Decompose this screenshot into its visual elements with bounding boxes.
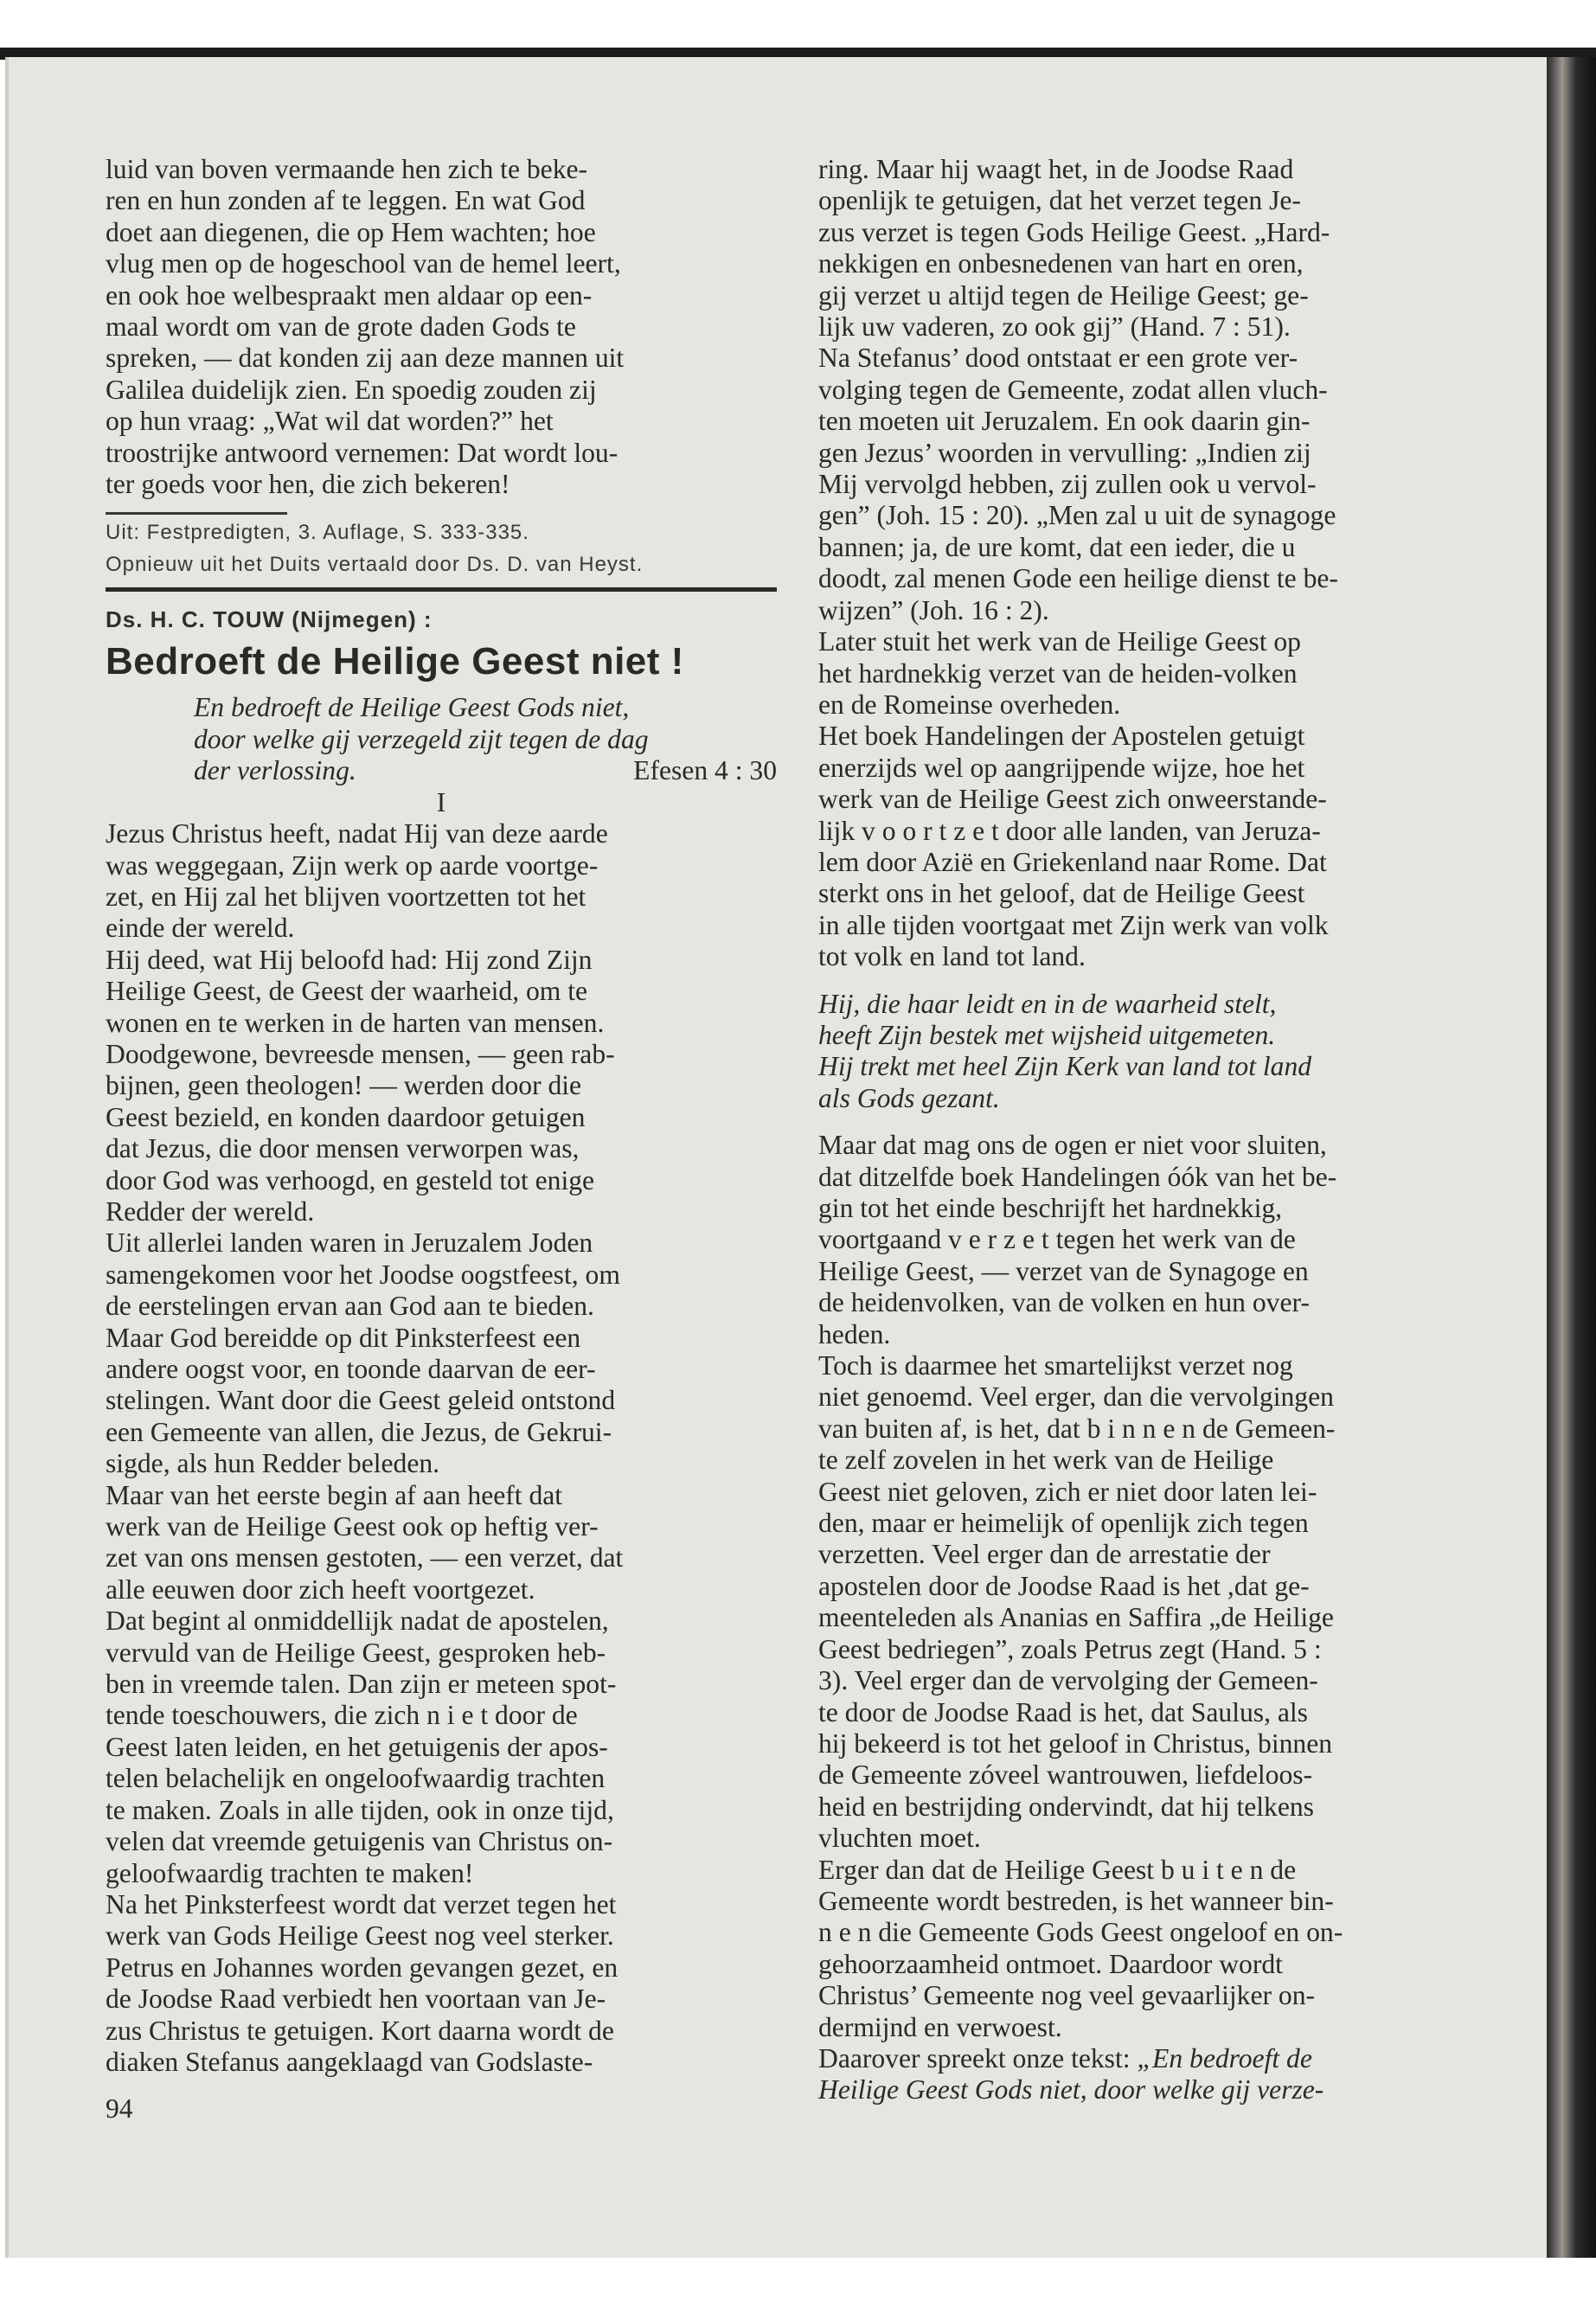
book-spine: [1547, 57, 1596, 2258]
text-line: gehoorzaamheid ontmoet. Daardoor wordt: [818, 1948, 1283, 1979]
text-line: nekkigen en onbesnedenen van hart en oren,: [818, 248, 1304, 279]
text-line: door God was verhoogd, en gesteld tot enige: [106, 1164, 595, 1195]
text-line: en ook hoe welbespraakt men aldaar op een-: [106, 279, 593, 311]
text-line: volging tegen de Gemeente, zodat allen vluch-: [818, 374, 1328, 405]
text-line: maal wordt om van de grote daden Gods te: [106, 311, 576, 343]
text-line: bijnen, geen theologen! — werden door die: [106, 1070, 582, 1101]
text-line: den, maar er heimelijk of openlijk zich tegen: [818, 1508, 1309, 1539]
intro-paragraph: [106, 154, 777, 500]
text-line: telen belachelijk en ongeloofwaardig trachten: [106, 1763, 606, 1794]
text-line: lem door Azië en Griekenland naar Rome. Dat: [818, 846, 1327, 877]
text-line: ring. Maar hij waagt het, in de Joodse Raad: [818, 154, 1294, 184]
text-line: Het boek Handelingen der Apostelen getuigt: [818, 721, 1305, 752]
text-line: gen” (Joh. 15 : 20). „Men zal u uit de synagoge: [818, 500, 1336, 531]
text-line: gin tot het einde beschrijft het hardnekkig,: [818, 1193, 1283, 1223]
text-line: doodt, zal menen Gode een heilige dienst te be-: [818, 563, 1338, 594]
left-column: [106, 154, 777, 2125]
text-line: Uit: Festpredigten, 3. Auflage, S. 333-335.: [106, 521, 529, 545]
text-line: vervuld van de Heilige Geest, gesproken heb-: [106, 1637, 606, 1668]
text-line: op hun vraag: „Wat wil dat worden?” het: [106, 406, 554, 437]
text-line: 3). Veel erger dan de vervolging der Gemeen-: [818, 1665, 1318, 1696]
motto-verse: [194, 692, 777, 786]
motto-reference: Efesen 4 : 30: [633, 755, 777, 786]
closing-quote: „En bedroeft de: [1137, 2042, 1312, 2073]
text-line: luid van boven vermaande hen zich te beke-: [106, 154, 588, 184]
text-line: de Joodse Raad verbiedt hen voortaan van Je-: [106, 1984, 606, 2015]
motto-line: [194, 755, 777, 786]
text-line: andere oogst voor, en toonde daarvan de eer-: [106, 1354, 596, 1384]
text-line: heden.: [818, 1318, 891, 1349]
text-line: Gemeente wordt bestreden, is het wanneer bin-: [818, 1885, 1334, 1916]
text-line: als Gods gezant.: [818, 1082, 1000, 1113]
text-line: niet genoemd. Veel erger, dan die vervolgingen: [818, 1381, 1334, 1413]
text-line: Toch is daarmee het smartelijkst verzet nog: [818, 1350, 1293, 1381]
text-line: dat Jezus, die door mensen verworpen was,: [106, 1133, 580, 1164]
text-line: zus Christus te getuigen. Kort daarna wordt de: [106, 2015, 614, 2046]
text-line: een Gemeente van allen, die Jezus, de Gekrui-: [106, 1416, 612, 1447]
text-line: Redder der wereld.: [106, 1195, 315, 1227]
body-text: [818, 154, 1490, 973]
text-line: van buiten af, is het, dat b i n n e n de Gemeen-: [818, 1413, 1336, 1444]
text-line: sigde, als hun Redder beleden.: [106, 1448, 440, 1479]
text-line: te maken. Zoals in alle tijden, ook in onze tijd,: [106, 1794, 614, 1825]
text-line: Uit allerlei landen waren in Jeruzalem Joden: [106, 1227, 593, 1259]
text-line: doet aan diegenen, die op Hem wachten; hoe: [106, 216, 596, 247]
text-line: Galilea duidelijk zien. En spoedig zouden zij: [106, 374, 597, 405]
right-column: [818, 154, 1490, 2106]
text-line: einde der wereld.: [106, 913, 295, 944]
text-line: dermijnd en verwoest.: [818, 2011, 1062, 2042]
text-line: zet van ons mensen gestoten, — een verzet, dat: [106, 1542, 624, 1574]
text-line: was weggegaan, Zijn werk op aarde voortge-: [106, 849, 599, 881]
text-line: Erger dan dat de Heilige Geest b u i t e n de: [818, 1854, 1297, 1885]
text-line: [818, 2043, 1490, 2074]
text-line: werk van Gods Heilige Geest nog veel sterker.: [106, 1920, 614, 1952]
source-divider: [106, 512, 287, 515]
body-text: [818, 1130, 1490, 2043]
text-line: vluchten moet.: [818, 1823, 981, 1854]
text-line: bannen; ja, de ure komt, dat een ieder, die u: [818, 531, 1296, 562]
text-line: geloofwaardig trachten te maken!: [106, 1857, 474, 1888]
text-line: de Gemeente zóveel wantrouwen, liefdeloos-: [818, 1759, 1313, 1791]
motto-line-text: der verlossing.: [194, 755, 356, 786]
text-line: ben in vreemde talen. Dan zijn er meteen spot-: [106, 1669, 617, 1700]
text-line: gen Jezus’ woorden in vervulling: „Indien zij: [818, 437, 1311, 468]
text-line: Na Stefanus’ dood ontstaat er een grote ver-: [818, 343, 1298, 374]
text-line: meenteleden als Ananias en Saffira „de Heilige: [818, 1602, 1334, 1633]
text-line: hij bekeerd is tot het geloof in Christus, binnen: [818, 1727, 1333, 1759]
text-line: samengekomen voor het Joodse oogstfeest, om: [106, 1259, 620, 1290]
text-line: gij verzet u altijd tegen de Heilige Geest; ge-: [818, 279, 1309, 311]
text-line: Hij deed, wat Hij beloofd had: Hij zond Zijn: [106, 944, 593, 975]
text-line: Heilige Geest, de Geest der waarheid, om te: [106, 976, 588, 1007]
body-text: [106, 818, 777, 2078]
text-line: vlug men op de hogeschool van de hemel leert,: [106, 248, 621, 279]
scan-margin-top: [0, 0, 1596, 54]
text-line: n e n die Gemeente Gods Geest ongeloof en on-: [818, 1917, 1343, 1948]
text-line: Geest bedriegen”, zoals Petrus zegt (Hand. 5 :: [818, 1633, 1322, 1664]
source-note: [106, 516, 777, 580]
text-line: zet, en Hij zal het blijven voortzetten tot het: [106, 881, 586, 912]
text-line: de eerstelingen ervan aan God aan te bieden.: [106, 1291, 594, 1322]
text-line: wijzen” (Joh. 16 : 2).: [818, 594, 1049, 625]
text-line: werk van de Heilige Geest ook op heftig ver-: [106, 1511, 599, 1542]
text-line: apostelen door de Joodse Raad is het ,dat ge-: [818, 1570, 1310, 1601]
text-line: heid en bestrijding ondervindt, dat hij telkens: [818, 1791, 1314, 1822]
text-line: en de Romeinse overheden.: [818, 689, 1121, 720]
text-line: Heilige Geest Gods niet, door welke gij verze-: [818, 2074, 1324, 2106]
text-line: alle eeuwen door zich heeft voortgezet.: [106, 1574, 535, 1605]
text-line: Hij trekt met heel Zijn Kerk van land tot land: [818, 1051, 1312, 1082]
text-line: Dat begint al onmiddellijk nadat de apostelen,: [106, 1606, 609, 1637]
article-title: Bedroeft de Heilige Geest niet !: [106, 640, 684, 683]
text-line: Geest laten leiden, en het getuigenis der apos-: [106, 1731, 608, 1762]
text-line: diaken Stefanus aangeklaagd van Godslaste-: [106, 2046, 593, 2077]
text-line: te door de Joodse Raad is het, dat Saulus, als: [818, 1696, 1308, 1727]
text-line: Geest niet geloven, zich er niet door laten lei-: [818, 1476, 1317, 1507]
text-line: Heilige Geest, — verzet van de Synagoge en: [818, 1255, 1309, 1286]
text-line: dat ditzelfde boek Handelingen óók van het be-: [818, 1161, 1337, 1192]
text-line: Petrus en Johannes worden gevangen gezet, en: [106, 1952, 619, 1983]
text-line: werk van de Heilige Geest zich onweerstande-: [818, 784, 1327, 815]
text-line: in alle tijden voortgaat met Zijn werk van volk: [818, 909, 1329, 940]
text-line: Hij, die haar leidt en in de waarheid stelt,: [818, 988, 1277, 1019]
text-line: Maar God bereidde op dit Pinksterfeest een: [106, 1322, 581, 1353]
text-line: voortgaand v e r z e t tegen het werk van de: [818, 1224, 1296, 1255]
text-line: Opnieuw uit het Duits vertaald door Ds. D. van Heyst.: [106, 553, 644, 577]
text-line: wonen en te werken in de harten van mensen.: [106, 1007, 605, 1038]
text-line: de heidenvolken, van de volken en hun over-: [818, 1287, 1310, 1318]
motto-line: door welke gij verzegeld zijt tegen de dag: [194, 723, 649, 754]
text-line: openlijk te getuigen, dat het verzet tegen Je-: [818, 185, 1301, 216]
text-line: Geest bezield, en konden daardoor getuigen: [106, 1101, 586, 1132]
text-line: tende toeschouwers, die zich n i e t door de: [106, 1700, 578, 1731]
text-line: Maar dat mag ons de ogen er niet voor sluiten,: [818, 1130, 1327, 1161]
text-line: lijk v o o r t z e t door alle landen, van Jeruza-: [818, 815, 1321, 846]
scan-margin-bottom: [0, 2258, 1596, 2301]
text-line: sterkt ons in het geloof, dat de Heilige Geest: [818, 878, 1305, 909]
text-line: enerzijds wel op aangrijpende wijze, hoe het: [818, 752, 1305, 783]
text-line: Jezus Christus heeft, nadat Hij van deze aarde: [106, 818, 608, 849]
text-line: stelingen. Want door die Geest geleid ontstond: [106, 1385, 616, 1416]
text-line: Christus’ Gemeente nog veel gevaarlijker on-: [818, 1980, 1316, 2011]
text-line: Na het Pinksterfeest wordt dat verzet tegen het: [106, 1888, 617, 1920]
text-line: lijk uw vaderen, zo ook gij” (Hand. 7 : 51).: [818, 311, 1291, 343]
text-line: verzetten. Veel erger dan de arrestatie der: [818, 1539, 1271, 1570]
text-line: zus verzet is tegen Gods Heilige Geest. „Hard-: [818, 216, 1330, 247]
text-line: troostrijke antwoord vernemen: Dat wordt lou-: [106, 437, 619, 468]
text-line: velen dat vreemde getuigenis van Christus on-: [106, 1826, 613, 1857]
text-line: spreken, — dat konden zij aan deze mannen uit: [106, 343, 625, 374]
text-line: ter goeds voor hen, die zich bekeren!: [106, 469, 510, 500]
article-author: Ds. H. C. TOUW (Nijmegen) :: [106, 606, 433, 633]
section-number: I: [436, 786, 446, 817]
text-line: Maar van het eerste begin af aan heeft dat: [106, 1479, 563, 1510]
text-line: tot volk en land tot land.: [818, 941, 1086, 972]
text-line: het hardnekkig verzet van de heiden-volken: [818, 657, 1298, 689]
text-line: ren en hun zonden af te leggen. En wat God: [106, 185, 586, 216]
text-line: Doodgewone, bevreesde mensen, — geen rab-: [106, 1038, 615, 1069]
text-line: te zelf zovelen in het werk van de Heilige: [818, 1445, 1274, 1476]
motto-line: En bedroeft de Heilige Geest Gods niet,: [194, 692, 630, 723]
text-line: ten moeten uit Jeruzalem. En ook daarin gin-: [818, 406, 1311, 437]
text-line: Mij vervolgd hebben, zij zullen ook u vervol-: [818, 469, 1317, 500]
text-line: heeft Zijn bestek met wijsheid uitgemeten.: [818, 1019, 1276, 1050]
text-line: Later stuit het werk van de Heilige Geest op: [818, 626, 1301, 657]
page-number: 94: [106, 2093, 133, 2125]
text-line-lead: Daarover spreekt onze tekst:: [818, 2042, 1131, 2073]
hymn-verse: [818, 989, 1490, 1115]
section-divider: [106, 587, 777, 592]
